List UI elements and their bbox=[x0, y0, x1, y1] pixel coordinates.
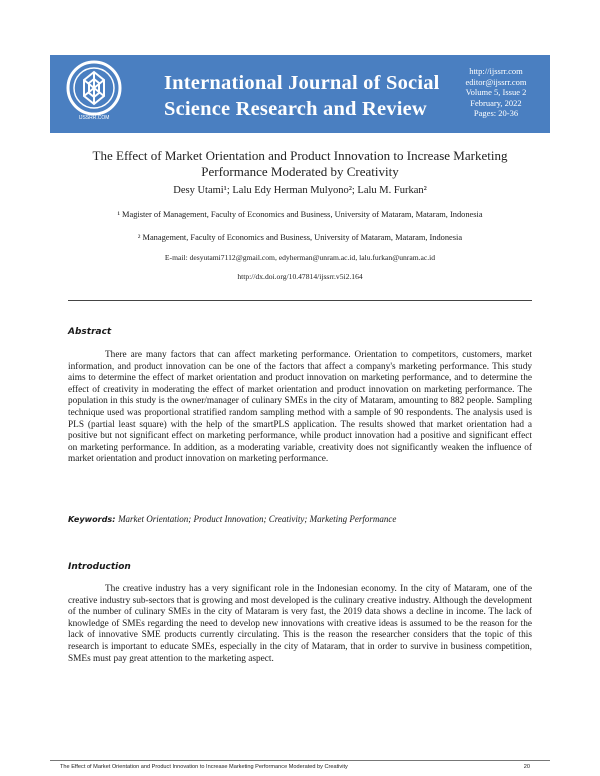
keywords-value: Market Orientation; Product Innovation; Creativity; Marketing Performance bbox=[118, 514, 397, 524]
page-number: 20 bbox=[523, 764, 530, 770]
introduction-text: The creative industry has a very significant role in the Indonesian economy. In the city of Mataram, one of the creative industry sub-sectors that is growing and most developed is the culinary creative industry. Although the development of the number of culinary SMEs in the city of Mataram is very fast, the 2019 data shows a decline in income. The lack of knowledge of SMEs regarding the need to develop new innovations with creative ideas is assumed to be the reason for the lack of innovative SME products currently circulating. This is the reason the researcher considers that the topic of this research is important to educate SMEs, especially in the city of Mataram, that in order to survive in business competition, SMEs must pay great attention to the marketing aspect. bbox=[68, 584, 532, 664]
affiliation-2: ² Management, Faculty of Economics and Business, University of Mataram, Mataram, Indonesia bbox=[137, 233, 463, 242]
keywords bbox=[68, 514, 532, 524]
running-title: The Effect of Market Orientation and Product Innovation to Increase Marketing Performance Moderated by Creativity bbox=[60, 764, 348, 770]
affiliation-1: ¹ Magister of Management, Faculty of Economics and Business, University of Mataram, Mataram, Indonesia bbox=[117, 210, 483, 219]
editor-email[interactable]: editor@ijssrr.com bbox=[465, 76, 527, 87]
journal-logo-icon bbox=[62, 58, 126, 122]
journal-title: International Journal of Social Science Research and Review bbox=[164, 72, 440, 120]
header-divider bbox=[68, 300, 532, 301]
abstract-text: There are many factors that can affect marketing performance. Orientation to competitors, customers, market information, and product innovation can be one of the factors that affect a company's marketing performance. This study aims to determine the effect of market orientation and product innovation on marketing performance, and to determine the effect of creativity in moderating the effect of market orientation and product innovation on marketing performance. The population in this study is the owner/manager of culinary SMEs in the city of Mataram, amounting to 882 people. Sampling technique used was proportional stratified random sampling method with a sample of 90 respondents. The analysis used is PLS (partial least square) with the help of the smartPLS application. The results showed that market orientation had a positive but not significant effect on marketing performance, while product innovation had a positive and significant effect on marketing performance. In addition, as a moderating variable, creativity does not significantly weaken the influence of market orientation and product innovation on marketing performance. bbox=[68, 350, 532, 465]
introduction-heading: Introduction bbox=[68, 562, 131, 572]
authors: Desy Utami¹; Lalu Edy Herman Mulyono²; Lalu M. Furkan² bbox=[173, 185, 427, 196]
issue-date: February, 2022 bbox=[470, 97, 522, 108]
volume-issue: Volume 5, Issue 2 bbox=[465, 87, 527, 98]
issue-info bbox=[446, 66, 546, 119]
journal-url[interactable]: http://ijssrr.com bbox=[469, 66, 523, 76]
author-emails: E-mail: desyutami7112@gmail.com, edyherman@unram.ac.id, lalu.furkan@unram.ac.id bbox=[164, 253, 436, 262]
doi-link[interactable]: http://dx.doi.org/10.47814/ijssrr.v5i2.164 bbox=[237, 272, 363, 281]
page-range: Pages: 20-36 bbox=[473, 108, 519, 119]
paper-title: The Effect of Market Orientation and Product Innovation to Increase Marketing Performance Moderated by Creativity bbox=[92, 148, 508, 179]
footer-divider bbox=[50, 760, 550, 761]
keywords-label: Keywords: bbox=[68, 514, 116, 524]
logo-text: IJSSRR.COM bbox=[78, 115, 110, 121]
abstract-heading: Abstract bbox=[68, 327, 112, 337]
